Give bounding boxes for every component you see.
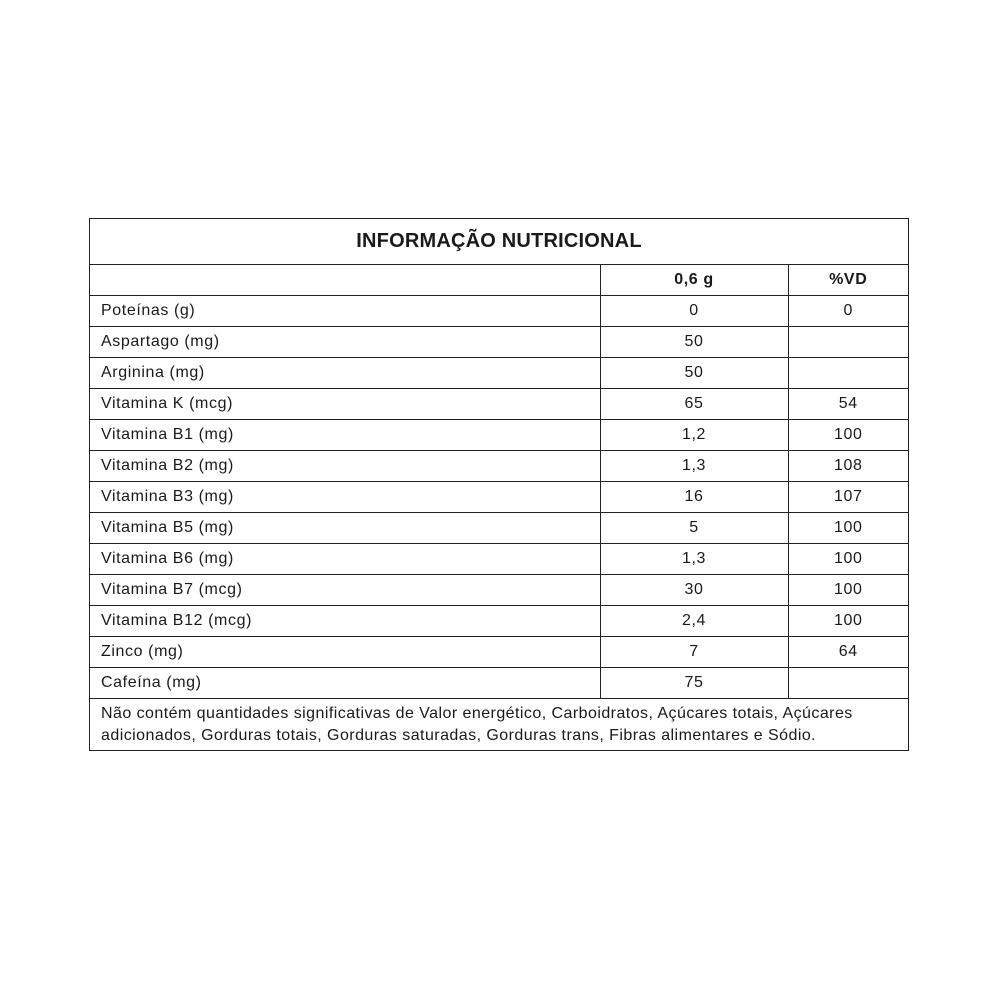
nutrient-vd: 100 [788,512,908,543]
nutrient-amount: 2,4 [600,605,788,636]
nutrient-vd: 100 [788,543,908,574]
table-row [90,543,908,574]
nutrient-vd: 108 [788,450,908,481]
nutrient-vd: 100 [788,419,908,450]
nutrient-vd: 100 [788,574,908,605]
nutrient-amount: 7 [600,636,788,667]
table-row [90,605,908,636]
nutrient-vd [788,326,908,357]
nutrient-amount: 5 [600,512,788,543]
nutrient-vd: 0 [788,295,908,326]
nutrient-name: Poteínas (g) [90,295,600,326]
table-row [90,636,908,667]
table-row [90,512,908,543]
panel-title: INFORMAÇÃO NUTRICIONAL [90,219,908,265]
nutrient-amount: 50 [600,326,788,357]
nutrient-name: Vitamina B7 (mcg) [90,574,600,605]
table-row [90,667,908,698]
nutrient-name: Zinco (mg) [90,636,600,667]
nutrient-name: Vitamina B12 (mcg) [90,605,600,636]
nutrient-amount: 65 [600,388,788,419]
table-row [90,574,908,605]
nutrient-amount: 16 [600,481,788,512]
table-row [90,357,908,388]
nutrient-vd: 107 [788,481,908,512]
nutrient-vd [788,357,908,388]
nutrient-name: Vitamina B5 (mg) [90,512,600,543]
nutrient-vd [788,667,908,698]
nutrient-name: Arginina (mg) [90,357,600,388]
nutrition-table [90,265,908,699]
nutrient-amount: 1,2 [600,419,788,450]
table-row [90,326,908,357]
table-row [90,388,908,419]
nutrient-name: Aspartago (mg) [90,326,600,357]
header-name [90,265,600,295]
nutrient-amount: 30 [600,574,788,605]
table-row [90,419,908,450]
nutrient-amount: 1,3 [600,450,788,481]
nutrient-name: Vitamina K (mcg) [90,388,600,419]
nutrient-vd: 100 [788,605,908,636]
nutrition-facts-panel [89,218,909,751]
nutrient-name: Vitamina B2 (mg) [90,450,600,481]
table-header-row [90,265,908,295]
nutrient-amount: 75 [600,667,788,698]
nutrient-name: Vitamina B6 (mg) [90,543,600,574]
nutrient-amount: 1,3 [600,543,788,574]
header-vd: %VD [788,265,908,295]
nutrient-vd: 64 [788,636,908,667]
nutrient-name: Vitamina B1 (mg) [90,419,600,450]
header-amount: 0,6 g [600,265,788,295]
nutrient-vd: 54 [788,388,908,419]
nutrient-amount: 50 [600,357,788,388]
table-row [90,481,908,512]
nutrient-name: Vitamina B3 (mg) [90,481,600,512]
nutrient-amount: 0 [600,295,788,326]
table-row [90,295,908,326]
table-row [90,450,908,481]
footnote-text: Não contém quantidades significativas de Valor energético, Carboidratos, Açúcares totais, Açúcares adicionados, Gorduras totais, Gorduras saturadas, Gorduras trans, Fibras alimentares e Sódio. [101,704,853,744]
nutrient-name: Cafeína (mg) [90,667,600,698]
